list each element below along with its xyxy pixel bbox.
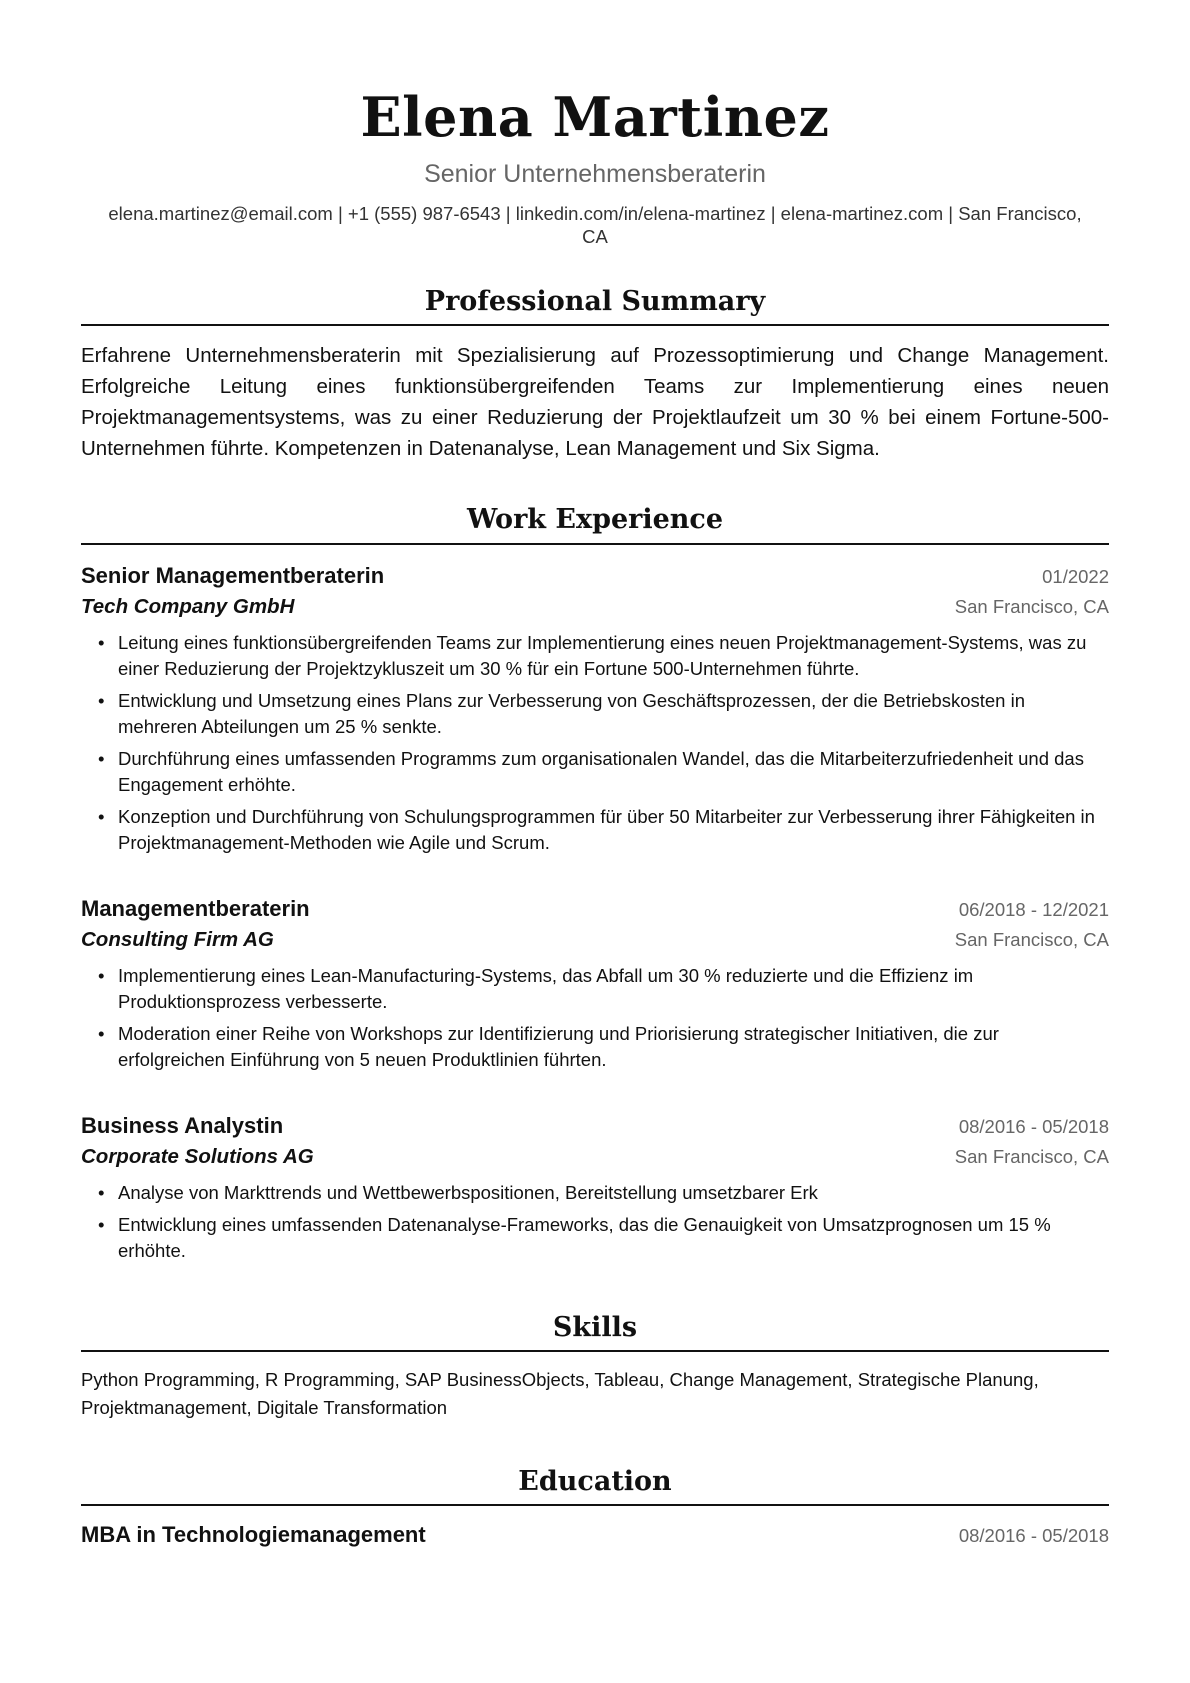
job-title: Managementberaterin: [81, 895, 310, 921]
resume-header: [81, 85, 1109, 248]
skills-section: [81, 1312, 1109, 1422]
job-title: Business Analystin: [81, 1112, 284, 1138]
job-entry: [81, 561, 1109, 856]
skills-text: Python Programming, R Programming, SAP BusinessObjects, Tableau, Change Management, Strategische Planung, Projektmanagement, Digitale Transformation: [81, 1368, 1039, 1418]
job-bullet: • Durchführung eines umfassenden Programms zum organisationalen Wandel, das die Mitarbeiterzufriedenheit und das Engagement erhöhte.: [118, 746, 1109, 798]
job-title: Senior Managementberaterin: [81, 562, 385, 588]
job-location: San Francisco, CA: [954, 595, 1109, 617]
job-company: Tech Company GmbH: [81, 594, 295, 618]
summary-section: [81, 286, 1109, 464]
job-bullet: • Entwicklung eines umfassenden Datenanalyse-Frameworks, das die Genauigkeit von Umsatzprognosen um 15 % erhöhte.: [118, 1212, 1109, 1264]
contact-line: elena.martinez@email.com | +1 (555) 987-6543 | linkedin.com/in/elena-martinez | elena-martinez.com | San Francisco, CA: [108, 203, 1082, 247]
job-company: Consulting Firm AG: [81, 927, 274, 951]
candidate-name: Elena Martinez: [360, 85, 830, 149]
job-entry: [81, 1111, 1109, 1264]
education-section: [81, 1466, 1109, 1551]
job-company: Corporate Solutions AG: [81, 1144, 314, 1168]
job-entry: [81, 894, 1109, 1073]
summary-text: Erfahrene Unternehmensberaterin mit Spezialisierung auf Prozessoptimierung und Change Management. Erfolgreiche Leitung eines funktionsübergreifenden Teams zur Implementierung eines neuen Projektmanagementsystems, was zu einer Reduzierung der Projektlaufzeit um 30 % bei einem Fortune-500-Unternehmen führte. Kompetenzen in Datenanalyse, Lean Management und Six Sigma.: [81, 344, 1109, 461]
job-date: 08/2016 - 05/2018: [958, 1115, 1109, 1137]
job-date: 01/2022: [1042, 565, 1109, 587]
job-bullet: • Konzeption und Durchführung von Schulungsprogrammen für über 50 Mitarbeiter zur Verbesserung ihrer Fähigkeiten in Projektmanagement-Methoden wie Agile und Scrum.: [118, 804, 1109, 856]
job-bullet: • Entwicklung und Umsetzung eines Plans zur Verbesserung von Geschäftsprozessen, der die Betriebskosten in mehreren Abteilungen um 25 % senkte.: [118, 688, 1109, 740]
experience-section: [81, 504, 1109, 1263]
job-bullet: • Moderation einer Reihe von Workshops zur Identifizierung und Priorisierung strategischer Initiativen, die zur erfolgreichen Einführung von 5 neuen Produktlinien führten.: [118, 1021, 1109, 1073]
job-bullets: [81, 1180, 1109, 1264]
education-degree: MBA in Technologiemanagement: [81, 1522, 426, 1548]
job-bullet: • Leitung eines funktionsübergreifenden Teams zur Implementierung eines neuen Projektmanagement-Systems, was zu einer Reduzierung der Projektzykluszeit um 30 % für ein Fortune 500-Unternehmen führte.: [118, 630, 1109, 682]
candidate-title: Senior Unternehmensberaterin: [424, 160, 766, 189]
job-bullet: • Analyse von Markttrends und Wettbewerbspositionen, Bereitstellung umsetzbarer Erk: [118, 1180, 1109, 1206]
job-bullet: • Implementierung eines Lean-Manufacturing-Systems, das Abfall um 30 % reduzierte und die Effizienz im Produktionsprozess verbesserte.: [118, 963, 1109, 1015]
job-bullets: [81, 963, 1109, 1073]
job-date: 06/2018 - 12/2021: [958, 898, 1109, 920]
summary-heading: Professional Summary: [81, 286, 1109, 326]
experience-heading: Work Experience: [81, 504, 1109, 544]
education-heading: Education: [81, 1466, 1109, 1506]
job-location: San Francisco, CA: [954, 1145, 1109, 1167]
skills-heading: Skills: [81, 1312, 1109, 1352]
education-date: 08/2016 - 05/2018: [958, 1525, 1109, 1547]
job-bullets: [81, 630, 1109, 856]
job-location: San Francisco, CA: [954, 928, 1109, 950]
